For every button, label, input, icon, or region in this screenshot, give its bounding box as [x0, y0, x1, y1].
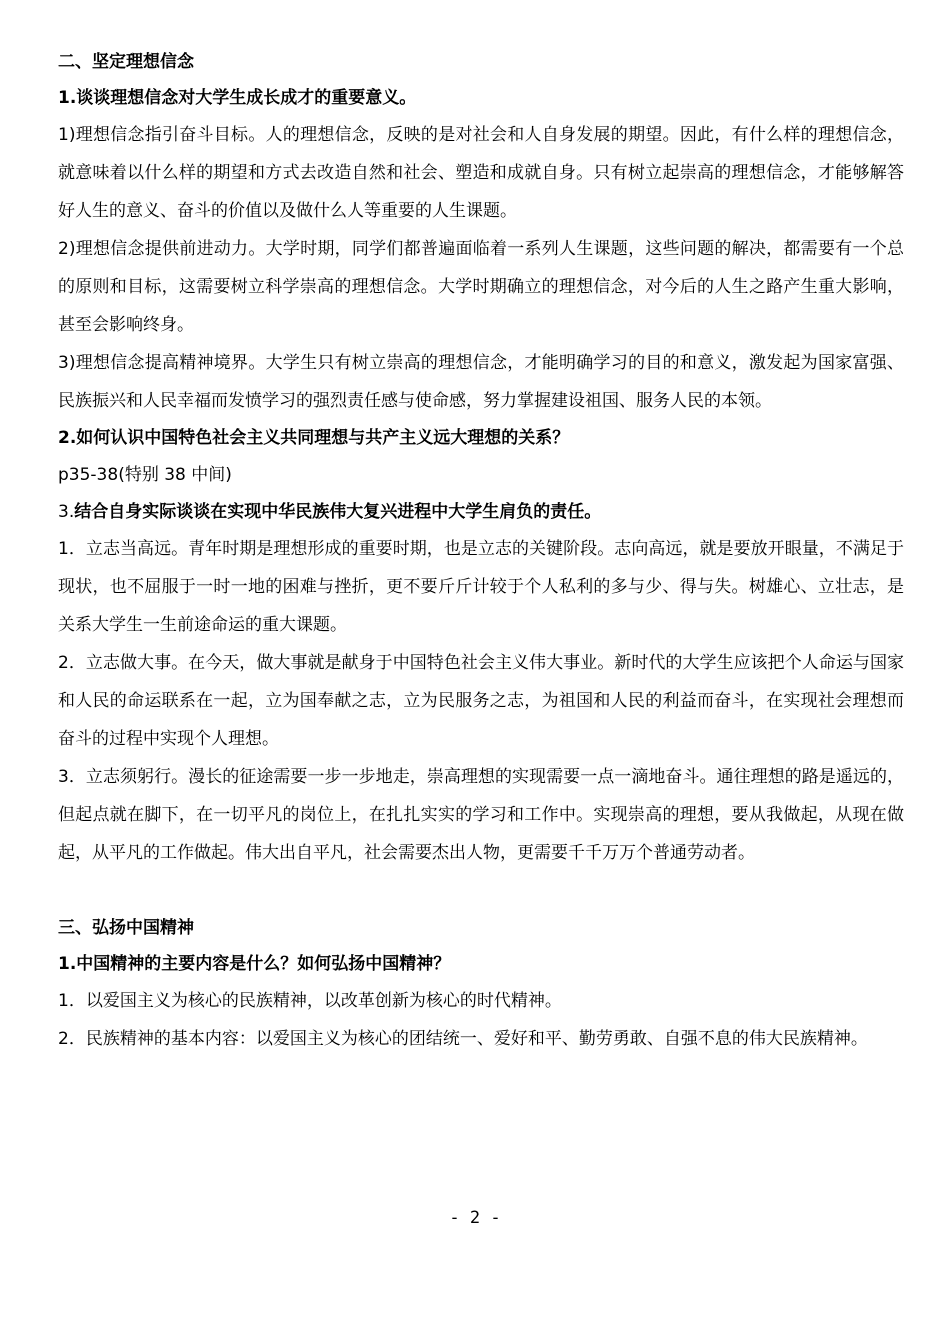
section-2-q3-title: 结合自身实际谈谈在实现中华民族伟大复兴进程中大学生肩负的责任。 [74, 502, 602, 522]
section-2-q3-paragraph-3: 3．立志须躬行。漫长的征途需要一步一步地走，崇高理想的实现需要一点一滴地奋斗。通往理想的路是遥远的，但起点就在脚下，在一切平凡的岗位上，在扎扎实实的学习和工作中。实现崇高的理想，要从我做起，从现在做起，从平凡的工作做起。伟大出自平凡，社会需要杰出人物，更需要千千万万个普通劳动者。 [58, 767, 904, 863]
section-2-q3-number: 3. [58, 502, 75, 522]
document-page [58, 44, 904, 1058]
section-spacer [58, 872, 904, 910]
section-2-q2-answer: p35-38(特别 38 中间) [58, 465, 232, 485]
section-2-q3-paragraph-1: 1．立志当高远。青年时期是理想形成的重要时期，也是立志的关键阶段。志向高远，就是要放开眼量，不满足于现状，也不屈服于一时一地的困难与挫折，更不要斤斤计较于个人私利的多与少、得与失。树雄心、立壮志，是关系大学生一生前途命运的重大课题。 [58, 539, 904, 635]
section-2-question-3 [58, 494, 904, 530]
section-2-heading: 二、坚定理想信念 [58, 52, 194, 72]
section-2-q1-paragraph-2: 2)理想信念提供前进动力。大学时期，同学们都普遍面临着一系列人生课题，这些问题的解决，都需要有一个总的原则和目标，这需要树立科学崇高的理想信念。大学时期确立的理想信念，对今后的人生之路产生重大影响，甚至会影响终身。 [58, 239, 904, 335]
section-2-q1-paragraph-3: 3)理想信念提高精神境界。大学生只有树立崇高的理想信念，才能明确学习的目的和意义，激发起为国家富强、民族振兴和人民幸福而发愤学习的强烈责任感与使命感，努力掌握建设祖国、服务人民的本领。 [58, 353, 904, 411]
section-2-question-2: 2.如何认识中国特色社会主义共同理想与共产主义远大理想的关系？ [58, 428, 570, 448]
section-3-heading: 三、弘扬中国精神 [58, 918, 194, 938]
section-3-q1-paragraph-2: 2．民族精神的基本内容：以爱国主义为核心的团结统一、爱好和平、勤劳勇敢、自强不息的伟大民族精神。 [58, 1029, 868, 1049]
section-3-question-1: 1.中国精神的主要内容是什么？如何弘扬中国精神？ [58, 954, 451, 974]
section-3-q1-paragraph-1: 1．以爱国主义为核心的民族精神，以改革创新为核心的时代精神。 [58, 991, 562, 1011]
page-number: - 2 - [449, 1208, 501, 1228]
section-2-question-1: 1.谈谈理想信念对大学生成长成才的重要意义。 [58, 88, 417, 108]
section-2-q3-paragraph-2: 2．立志做大事。在今天，做大事就是献身于中国特色社会主义伟大事业。新时代的大学生应该把个人命运与国家和人民的命运联系在一起，立为国奉献之志，立为民服务之志，为祖国和人民的利益而奋斗，在实现社会理想而奋斗的过程中实现个人理想。 [58, 653, 904, 749]
section-2-q1-paragraph-1: 1)理想信念指引奋斗目标。人的理想信念，反映的是对社会和人自身发展的期望。因此，有什么样的理想信念，就意味着以什么样的期望和方式去改造自然和社会、塑造和成就自身。只有树立起崇高的理想信念，才能够解答好人生的意义、奋斗的价值以及做什么人等重要的人生课题。 [58, 125, 904, 221]
